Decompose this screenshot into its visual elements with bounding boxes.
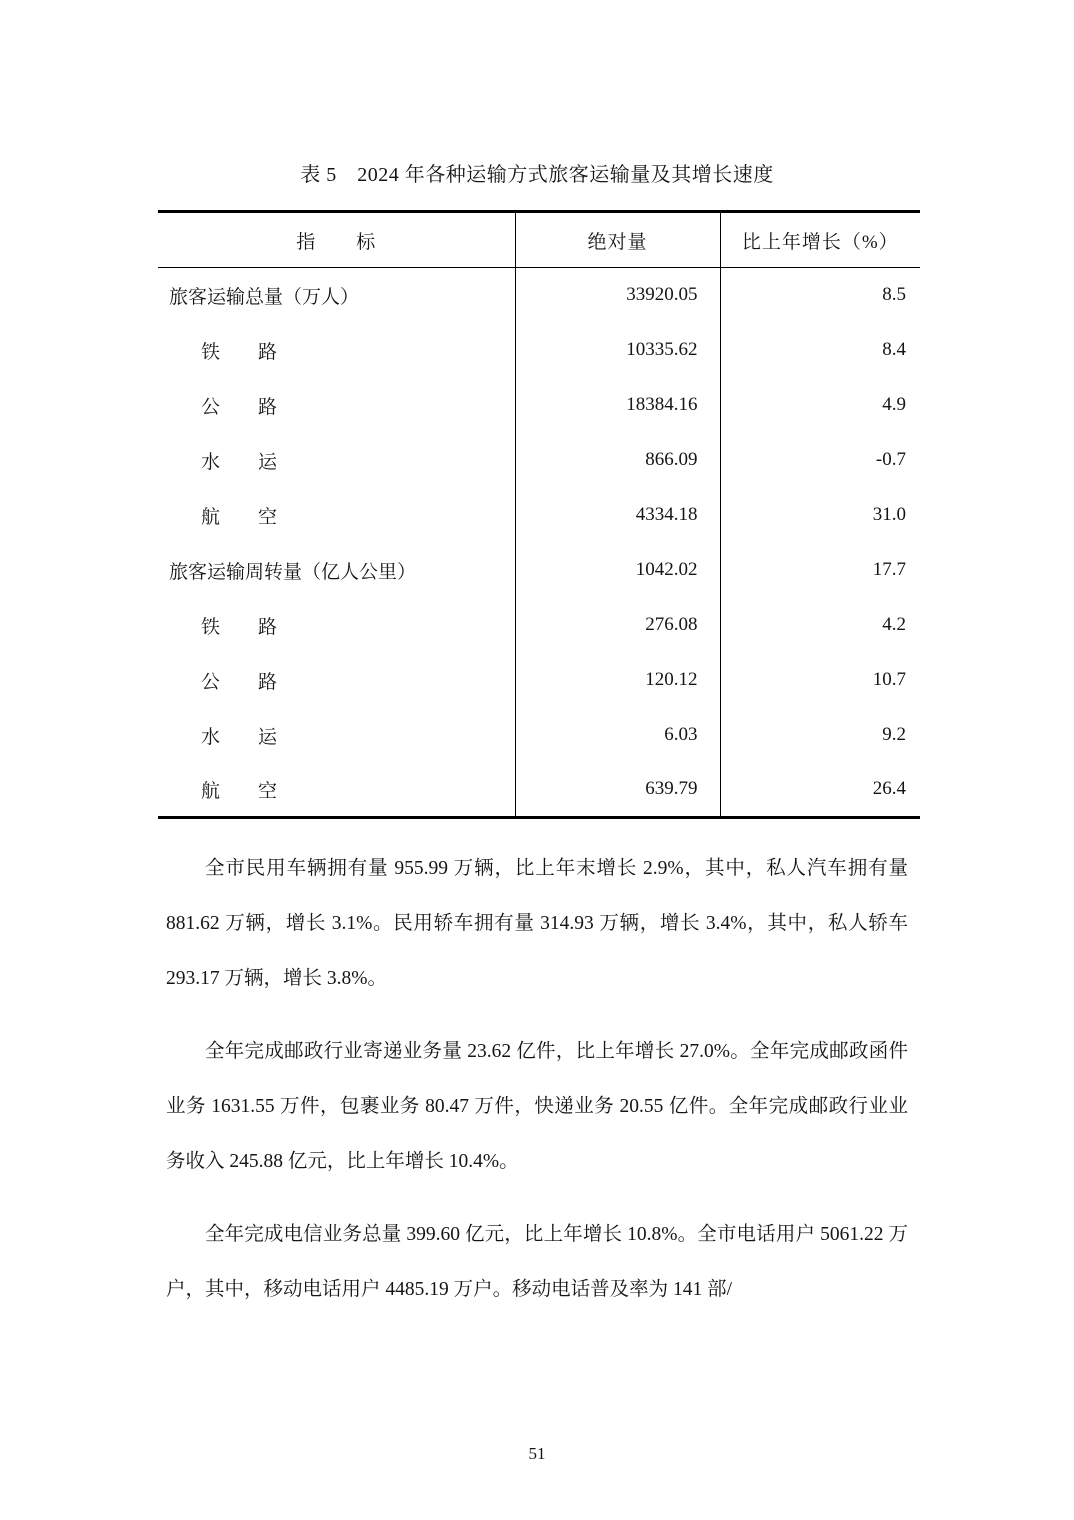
table-row	[158, 268, 920, 323]
absolute-cell: 6.03	[515, 708, 720, 763]
absolute-cell: 10335.62	[515, 323, 720, 378]
table-row	[158, 378, 920, 433]
table-row	[158, 543, 920, 598]
absolute-cell: 276.08	[515, 598, 720, 653]
table-title: 表 5 2024 年各种运输方式旅客运输量及其增长速度	[300, 164, 774, 186]
indicator-cell: 水 运	[201, 726, 278, 748]
table-header-row	[158, 212, 920, 268]
header-indicator: 指 标	[158, 212, 515, 268]
growth-cell: -0.7	[720, 433, 920, 488]
indicator-cell: 航 空	[201, 780, 278, 802]
growth-cell: 8.4	[720, 323, 920, 378]
growth-cell: 17.7	[720, 543, 920, 598]
header-absolute: 绝对量	[515, 212, 720, 268]
absolute-cell: 18384.16	[515, 378, 720, 433]
body-text	[166, 841, 908, 1335]
growth-cell: 9.2	[720, 708, 920, 763]
table-row	[158, 433, 920, 488]
absolute-cell: 33920.05	[515, 268, 720, 323]
absolute-cell: 4334.18	[515, 488, 720, 543]
growth-cell: 10.7	[720, 653, 920, 708]
growth-cell: 8.5	[720, 268, 920, 323]
absolute-cell: 639.79	[515, 763, 720, 818]
indicator-cell: 旅客运输周转量（亿人公里）	[169, 561, 417, 583]
growth-cell: 26.4	[720, 763, 920, 818]
table-row	[158, 763, 920, 818]
absolute-cell: 1042.02	[515, 543, 720, 598]
table-row	[158, 708, 920, 763]
paragraph-vehicles: 全市民用车辆拥有量 955.99 万辆，比上年末增长 2.9%，其中，私人汽车拥有量 881.62 万辆，增长 3.1%。民用轿车拥有量 314.93 万辆，增长 3.4%，其中，私人轿车 293.17 万辆，增长 3.8%。	[166, 858, 908, 989]
indicator-cell: 铁 路	[201, 341, 278, 363]
table-row	[158, 598, 920, 653]
growth-cell: 31.0	[720, 488, 920, 543]
paragraph-postal: 全年完成邮政行业寄递业务量 23.62 亿件，比上年增长 27.0%。全年完成邮政函件业务 1631.55 万件，包裹业务 80.47 万件，快递业务 20.55 亿件。全年完成邮政行业业务收入 245.88 亿元，比上年增长 10.4%。	[166, 1041, 908, 1172]
table-row	[158, 488, 920, 543]
transport-stats-table	[158, 210, 920, 819]
absolute-cell: 120.12	[515, 653, 720, 708]
indicator-cell: 水 运	[201, 451, 278, 473]
indicator-cell: 旅客运输总量（万人）	[169, 286, 360, 308]
indicator-cell: 公 路	[201, 671, 278, 693]
absolute-cell: 866.09	[515, 433, 720, 488]
indicator-cell: 公 路	[201, 396, 278, 418]
indicator-cell: 航 空	[201, 506, 278, 528]
table-row	[158, 653, 920, 708]
paragraph-telecom: 全年完成电信业务总量 399.60 亿元，比上年增长 10.8%。全市电话用户 5061.22 万户，其中，移动电话用户 4485.19 万户。移动电话普及率为 141 部/	[166, 1224, 908, 1300]
growth-cell: 4.9	[720, 378, 920, 433]
page-number: 51	[528, 1444, 546, 1463]
table-row	[158, 323, 920, 378]
header-growth: 比上年增长（%）	[720, 212, 920, 268]
growth-cell: 4.2	[720, 598, 920, 653]
indicator-cell: 铁 路	[201, 616, 278, 638]
